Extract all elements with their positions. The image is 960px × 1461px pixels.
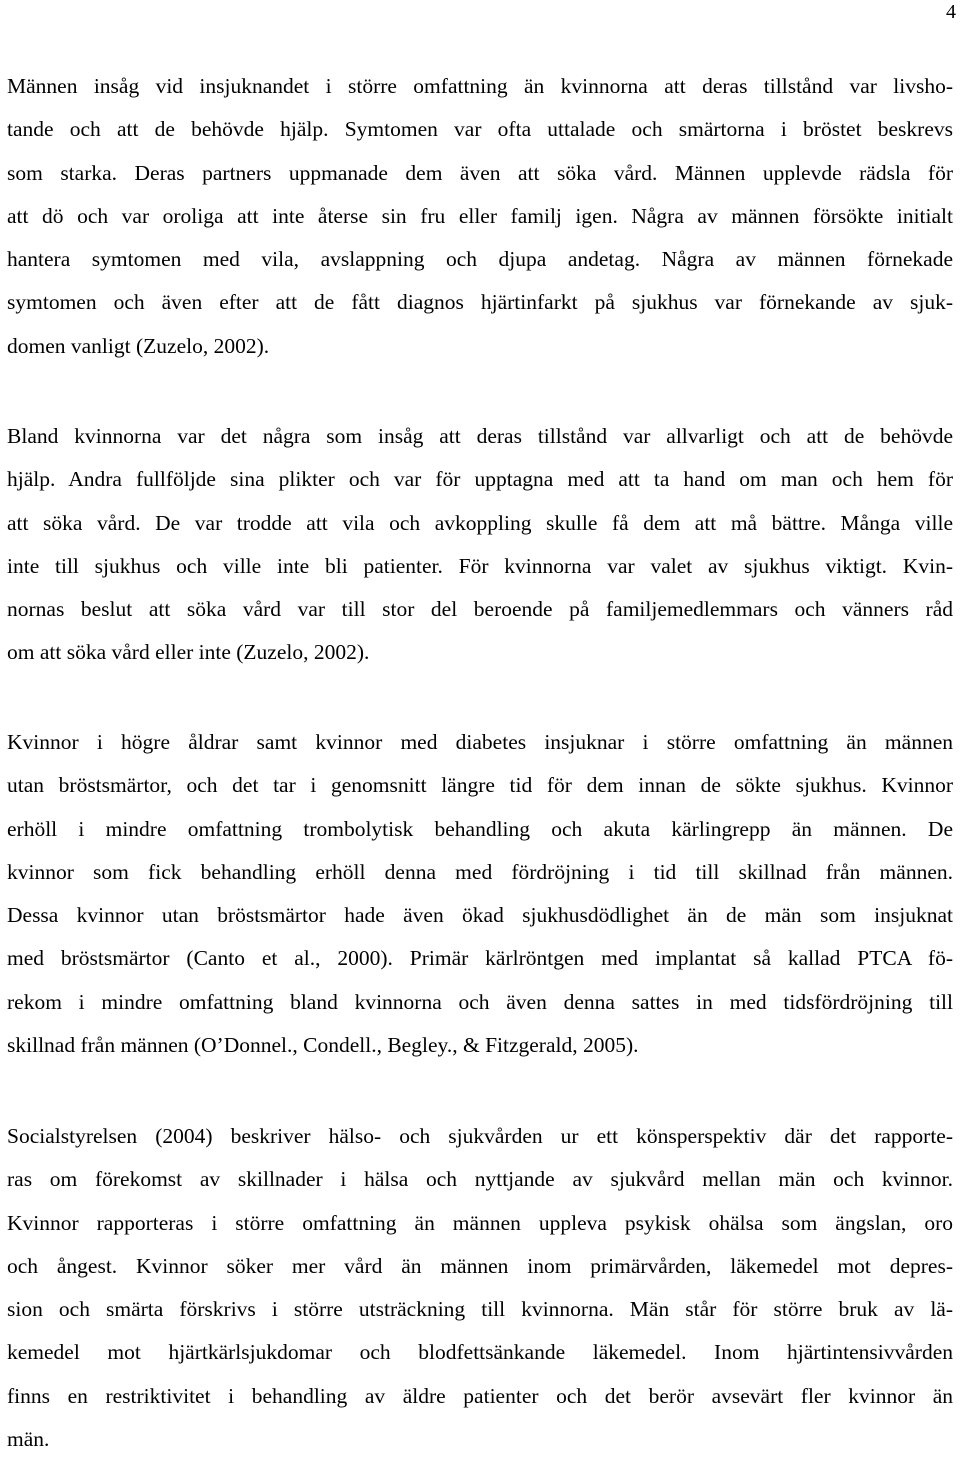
paragraph-treatment-differences — [7, 721, 953, 1067]
text-line: tande och att de behövde hjälp. Symtomen var ofta uttalade och smärtorna i bröstet beskrevs — [7, 117, 953, 142]
text-line: att söka vård. De var trodde att vila och avkoppling skulle få dem att må bättre. Många ville — [7, 510, 953, 535]
text-line: Bland kvinnorna var det några som insåg att deras tillstånd var allvarligt och att de behövde — [7, 424, 953, 448]
text-line: domen vanligt (Zuzelo, 2002). — [7, 333, 270, 358]
text-line: Dessa kvinnor utan bröstsmärtor hade även ökad sjukhusdödlighet än de män som insjuknat — [7, 903, 953, 928]
text-line: rekom i mindre omfattning bland kvinnorna och även denna sattes in med tidsfördröjning till — [7, 989, 953, 1014]
text-line: som starka. Deras partners uppmanade dem även att söka vård. Männen upplevde rädsla för — [7, 160, 953, 185]
page-number: 4 — [946, 1, 956, 23]
text-line: skillnad från männen (O’Donnel., Condell., Begley., & Fitzgerald, 2005). — [7, 1033, 639, 1058]
text-line: kemedel mot hjärtkärlsjukdomar och blodfettsänkande läkemedel. Inom hjärtintensivvården — [7, 1340, 953, 1365]
text-line: ras om förekomst av skillnader i hälsa och nyttjande av sjukvård mellan män och kvinnor. — [7, 1167, 953, 1192]
text-line: Männen insåg vid insjuknandet i större omfattning än kvinnorna att deras tillstånd var livsho- — [7, 74, 953, 98]
text-line: symtomen och även efter att de fått diagnos hjärtinfarkt på sjukhus var förnekande av sjuk- — [7, 290, 953, 315]
paragraph-women-care-seeking — [7, 415, 953, 675]
text-line: Socialstyrelsen (2004) beskriver hälso- och sjukvården ur ett könsperspektiv där det rapporte- — [7, 1124, 953, 1148]
text-line: inte till sjukhus och ville inte bli patienter. För kvinnorna var valet av sjukhus viktigt. Kvin- — [7, 553, 953, 578]
paragraph-socialstyrelsen — [7, 1115, 953, 1461]
text-line: om att söka vård eller inte (Zuzelo, 2002). — [7, 640, 370, 665]
text-line: finns en restriktivitet i behandling av äldre patienter och det berör avsevärt fler kvinnor än — [7, 1383, 953, 1408]
text-line: Kvinnor rapporteras i större omfattning än männen uppleva psykisk ohälsa som ängslan, oro — [7, 1210, 953, 1235]
text-line: erhöll i mindre omfattning trombolytisk behandling och akuta kärlingrepp än männen. De — [7, 816, 953, 841]
text-line: Kvinnor i högre åldrar samt kvinnor med diabetes insjuknar i större omfattning än männen — [7, 730, 953, 754]
paragraph-men-symptoms — [7, 65, 953, 368]
text-line: sion och smärta förskrivs i större utsträckning till kvinnorna. Män står för större bruk av lä- — [7, 1297, 953, 1322]
text-line: och ångest. Kvinnor söker mer vård än männen inom primärvården, läkemedel mot depres- — [7, 1253, 953, 1278]
text-line: nornas beslut att söka vård var till stor del beroende på familjemedlemmars och vänners råd — [7, 597, 953, 622]
text-line: hjälp. Andra fullföljde sina plikter och var för upptagna med att ta hand om man och hem för — [7, 467, 953, 492]
text-line: med bröstsmärtor (Canto et al., 2000). Primär kärlröntgen med implantat så kallad PTCA fö- — [7, 946, 953, 971]
text-line: män. — [7, 1427, 50, 1452]
text-line: hantera symtomen med vila, avslappning och djupa andetag. Några av männen förnekade — [7, 247, 953, 272]
text-line: utan bröstsmärtor, och det tar i genomsnitt längre tid för dem innan de sökte sjukhus. Kvinnor — [7, 773, 953, 798]
text-line: att dö och var oroliga att inte återse sin fru eller familj igen. Några av männen försökte initialt — [7, 203, 953, 228]
text-line: kvinnor som fick behandling erhöll denna med fördröjning i tid till skillnad från männen. — [7, 859, 953, 884]
